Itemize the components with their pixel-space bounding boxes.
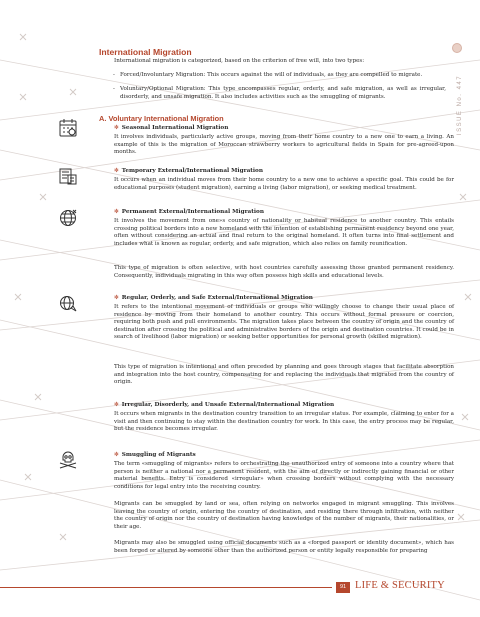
issue-label: ISSUE No. 447 (457, 74, 463, 136)
paragraph: This type of migration is often selective, with host countries carefully assessing those granted permanent residency. Consequently, individuals migrating in this way often possess high skills and educational levels. (114, 265, 454, 279)
paragraph: Migrants may also be smuggled using official documents such as a «forged passport or identity document», which has been forged or altered by someone other than the authorized person or entity legally responsible for preparing (114, 540, 454, 554)
paragraph: It involves the movement from one»s country of nationality or habitual residence to another country. This entails crossing political borders into a new homeland with the intention of establishing permanent residency beyond one year, often without considering an actual and final return to the original homeland. It often turns into final settlement and includes what is known as regular, orderly, and safe migration, which also relies on family reunification. (114, 218, 454, 247)
globe-icon (58, 208, 78, 228)
type-item-forced: - Forced/Involuntary Migration: This occurs against the will of individuals, as they are compelled to migrate. (113, 72, 423, 78)
skull-crossbones-icon (58, 449, 78, 469)
paragraph: It occurs when migrants in the destination country transition to an irregular status. For example, claiming to enter for a visit and then continuing to stay within the destination country for work. In this case, the entry process may be regular, but the residence becomes irregular. (114, 411, 454, 433)
asterisk-icon: ✻ (114, 402, 119, 408)
document-folder-icon (58, 166, 78, 186)
asterisk-icon: ✻ (114, 209, 119, 215)
page-heading: International Migration (99, 47, 192, 57)
paragraph: This type of migration is intentional and often preceded by planning and goes through stages that facilitate absorption and integration into the host country, compensating for and replacing the individuals that migrated from the country of origin. (114, 364, 454, 386)
bullet-dash: - (113, 72, 115, 78)
magazine-brand: LIFE & SECURITY (355, 580, 445, 591)
paragraph: Migrants can be smuggled by land or sea, often relying on networks engaged in migrant smuggling. This involves leaving the country of origin, entering the country of destination, and residing there through infiltration, with neither the country of origin nor the country of destination having knowledge of the number of migrants, their nationalities, or their age. (114, 501, 454, 530)
bullet-dash: - (113, 86, 115, 92)
paragraph: It involves individuals, particularly active groups, moving from their home country to a new one to earn a living. An example of this is the migration of Moroccan strawberry workers to agricultural fields in Spain for pre-agreed-upon months. (114, 134, 454, 156)
asterisk-icon: ✻ (114, 295, 119, 301)
subheading-permanent: ✻ Permanent External/International Migration (114, 209, 264, 215)
footer-rule (0, 587, 332, 588)
asterisk-icon: ✻ (114, 125, 119, 131)
subheading-smuggling: ✻ Smuggling of Migrants (114, 452, 196, 458)
paragraph: It occurs when an individual moves from their home country to a new one to achieve a specific goal. This could be for educational purposes (student migration), earning a living (labor migration), or seeking medical treatment. (114, 177, 454, 191)
subheading-seasonal: ✻ Seasonal International Migration (114, 125, 229, 131)
globe-travel-icon (58, 293, 78, 313)
type-item-voluntary: - Voluntary/Optional Migration: This type encompasses regular, orderly, and safe migration, as well as irregular, disorderly, and unsafe migration. It also includes activities such as the smuggling of migrants. (113, 86, 446, 100)
subheading-irregular: ✻ Irregular, Disorderly, and Unsafe External/International Migration (114, 402, 335, 408)
paragraph: It refers to the intentional movement of individuals or groups who willingly choose to change their usual place of residence by moving from their homeland to another country. This occurs without formal pressure or coercion, requiring both push and pull environments. The migration takes place between the country of origin and the country of destination after crossing the political and administrative borders of the origin and destination countries. It could be in search of livelihood (labor migration) or seeking better opportunities for personal growth (skilled migration). (114, 304, 454, 341)
calendar-icon (58, 118, 78, 138)
asterisk-icon: ✻ (114, 168, 119, 174)
asterisk-icon: ✻ (114, 452, 119, 458)
page-number: 91 (336, 582, 350, 593)
intro-text: International migration is categorized, based on the criterion of free will, into two types: (114, 58, 365, 64)
subheading-regular: ✻ Regular, Orderly, and Safe External/International Migration (114, 295, 313, 301)
subheading-temporary: ✻ Temporary External/International Migration (114, 168, 263, 174)
corner-badge (452, 43, 462, 53)
section-a-heading: A. Voluntary International Migration (99, 114, 224, 123)
paragraph: The term «smuggling of migrants» refers to orchestrating the unauthorized entry of someone into a country where that person is neither a national nor a permanent resident, with the aim of directly or indirectly gaining financial or other material benefits. Entry is considered «irregular» when crossing borders without complying with the necessary conditions for legal entry into the receiving country. (114, 461, 454, 490)
